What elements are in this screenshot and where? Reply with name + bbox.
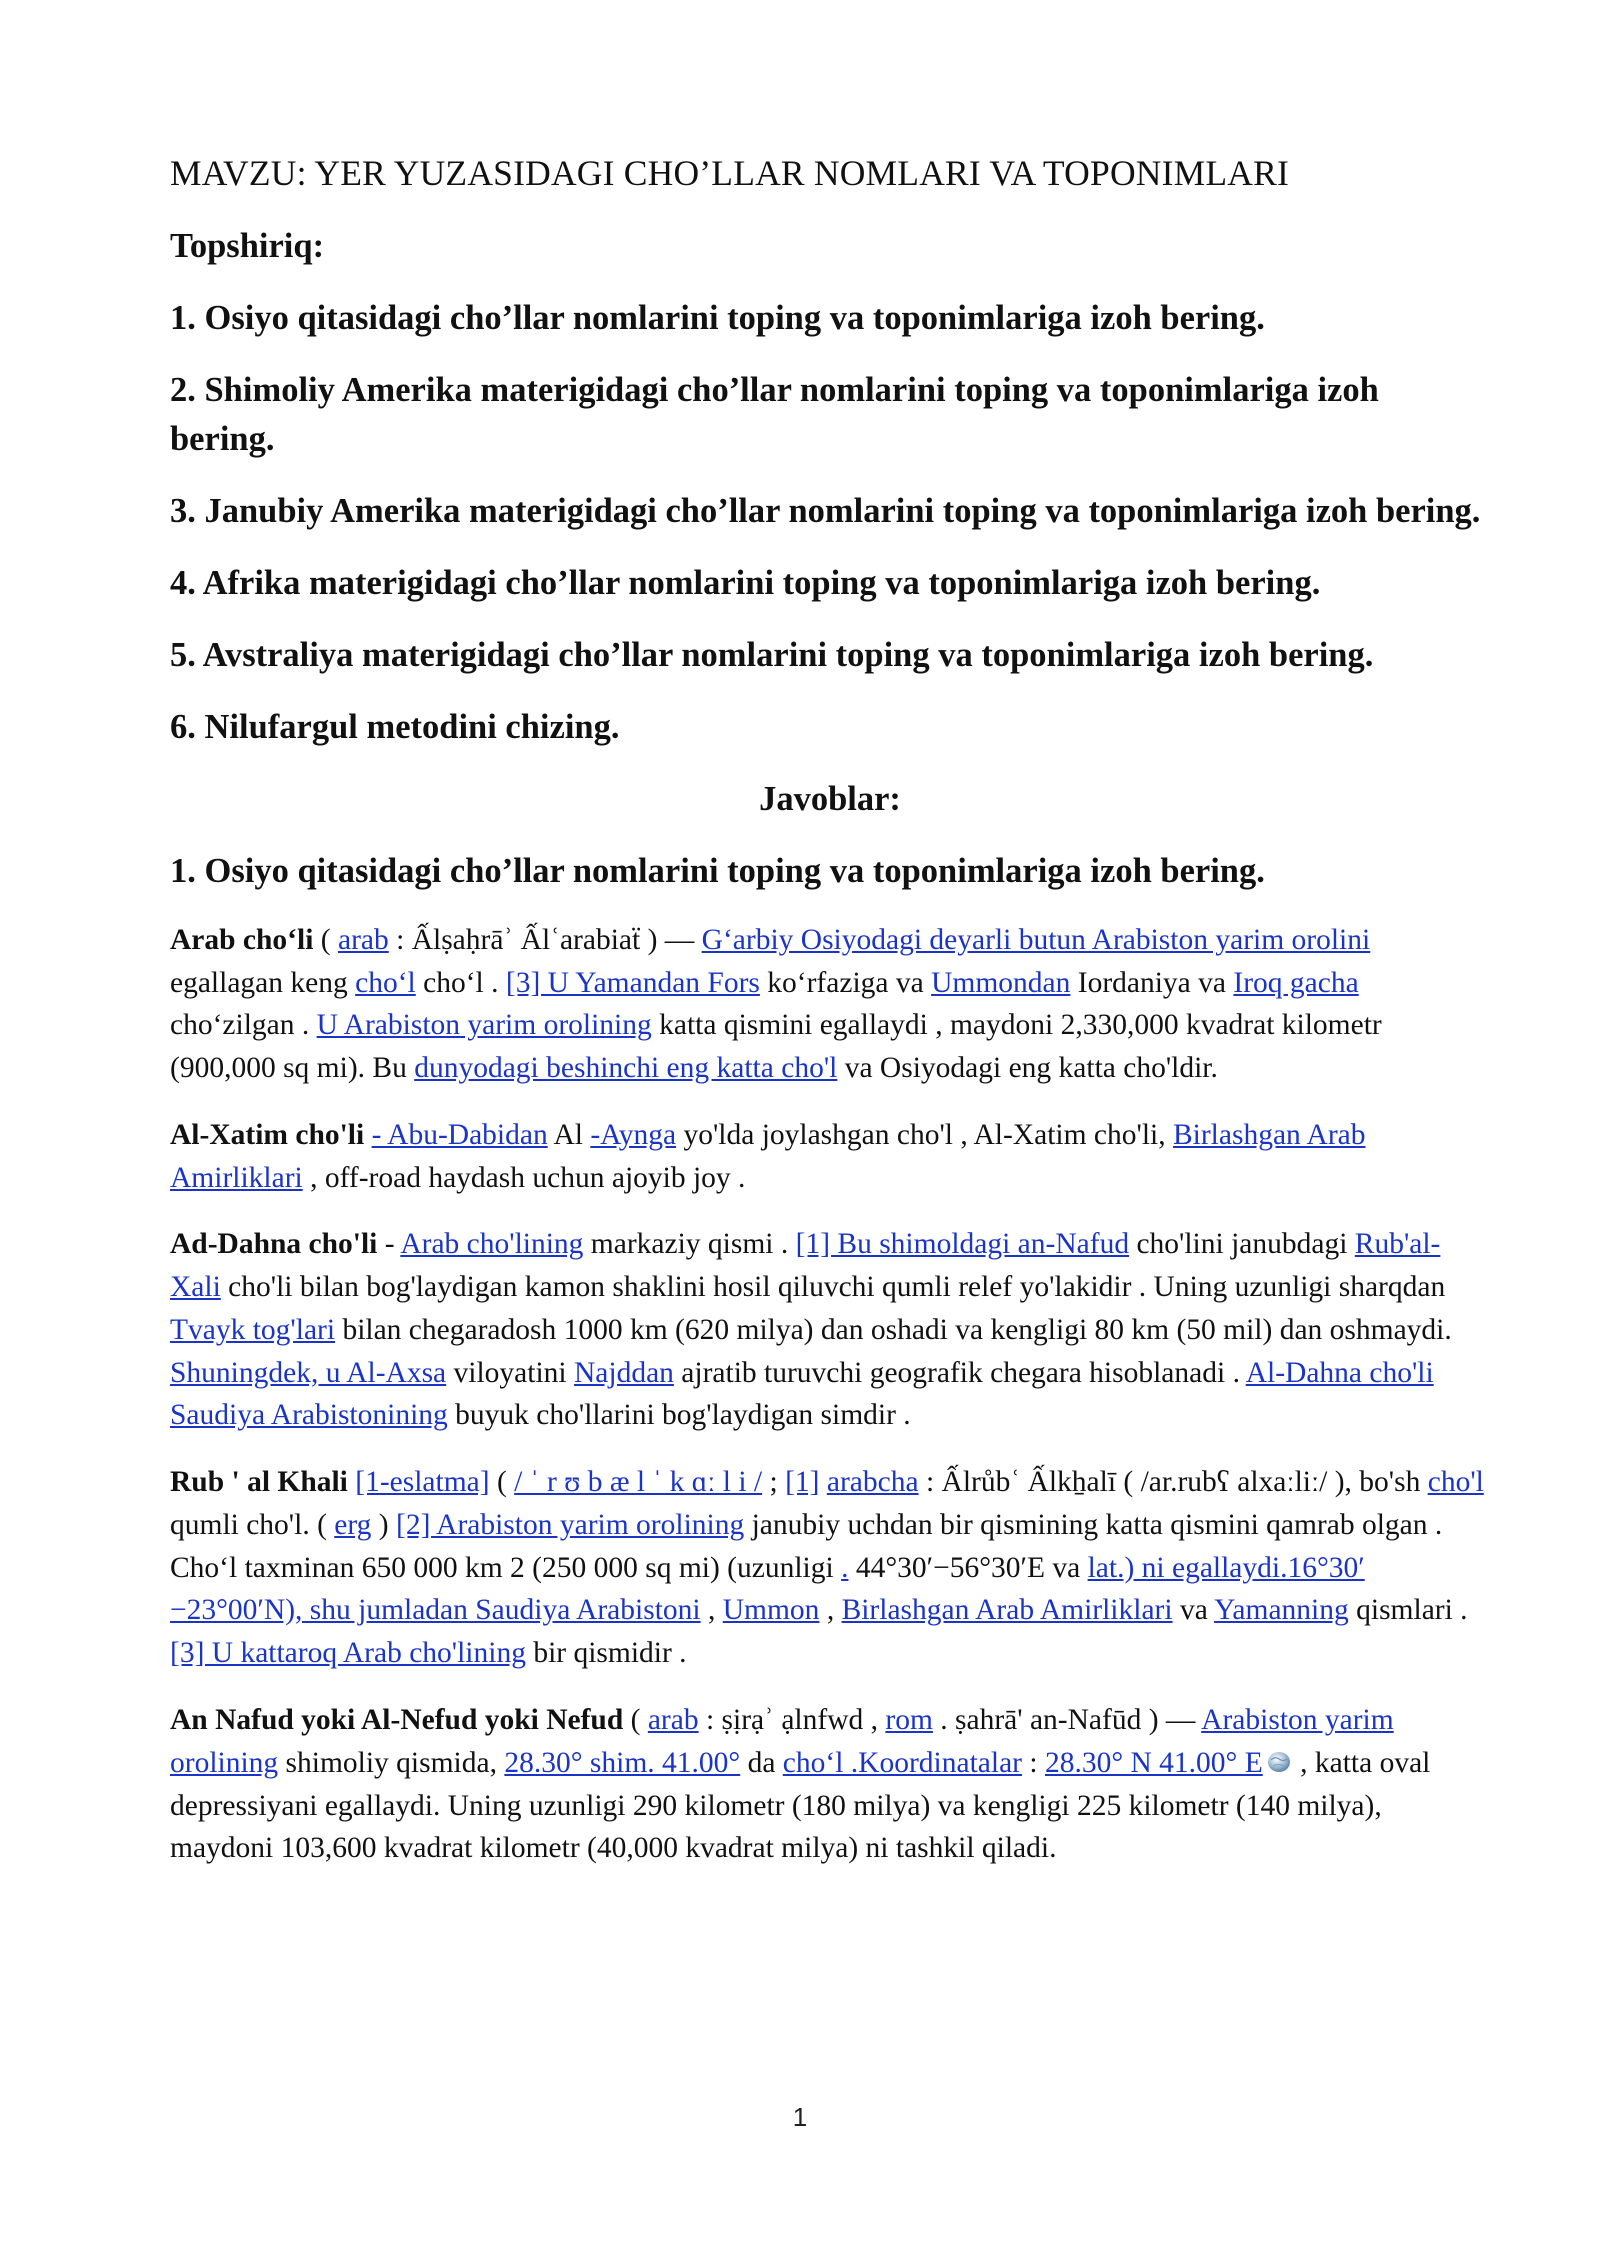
text: buyuk cho'llarini bog'laydigan simdir .	[447, 1399, 911, 1432]
link-arabian-peninsula[interactable]: Arabiston yarim orolining	[170, 1704, 1394, 1779]
task-item: 1. Osiyo qitasidagi cho’llar nomlarini toping va toponimlariga izoh bering.	[170, 298, 1265, 337]
text: da	[740, 1746, 783, 1779]
page-title: MAVZU: YER YUZASIDAGI CHO’LLAR NOMLARI VA TOPONIMLARI	[170, 153, 1290, 193]
link-najd[interactable]: Najddan	[573, 1356, 674, 1389]
term-an-nafud: An Nafud yoki Al-Nefud yoki Nefud	[170, 1704, 624, 1737]
text: : Ấlṣaḥrāʾ Ấlʿarabiaẗ ) —	[388, 923, 702, 956]
text: ,	[819, 1594, 842, 1627]
text: bilan chegaradosh 1000 km (620 milya) dan oshadi va kengligi 80 km (50 mil) dan oshmaydi.	[335, 1313, 1452, 1346]
link-coords-short[interactable]: 28.30° shim. 41.00°	[504, 1746, 741, 1779]
link-rub-al-khali[interactable]: Rub'al-Xali	[170, 1228, 1441, 1304]
link-uae[interactable]: Birlashgan Arab Amirliklari	[841, 1594, 1173, 1627]
link-arab-desert[interactable]: Arab cho'lining	[400, 1228, 584, 1261]
task-item: 6. Nilufargul metodini chizing.	[170, 707, 620, 746]
text: : Ấlrůbʿ Ấlkẖalī ( /ar.rubʕ alxaːliː/ ), bo'sh	[918, 1466, 1428, 1499]
text: ko‘rfaziga va	[759, 966, 932, 999]
term-ad-dahna: Ad-Dahna cho'li	[170, 1228, 378, 1261]
text: markaziy qismi .	[583, 1228, 796, 1261]
link-rom[interactable]: rom	[885, 1704, 933, 1737]
text: ,	[700, 1594, 723, 1627]
term-arab-desert: Arab cho‘li	[170, 923, 314, 956]
link-yemen[interactable]: Yamanning	[1214, 1594, 1349, 1627]
text: -	[377, 1228, 401, 1261]
task-item: 3. Janubiy Amerika materigidagi cho’llar nomlarini toping va toponimlariga izoh bering.	[170, 491, 1481, 530]
link-an-nafud[interactable]: [1] Bu shimoldagi an-Nafud	[795, 1228, 1130, 1261]
link-oman[interactable]: Ummondan	[931, 966, 1071, 999]
link-arab-desert-larger[interactable]: [3] U kattaroq Arab cho'lining	[170, 1637, 526, 1670]
link-coords-full[interactable]: 28.30° N 41.00° E	[1044, 1746, 1263, 1779]
link-al-ahsa[interactable]: Shuningdek, u Al-Axsa	[170, 1356, 447, 1389]
text: egallagan keng	[170, 966, 356, 999]
text: cho‘l .	[415, 966, 506, 999]
link-uae[interactable]: Birlashgan Arab Amirliklari	[170, 1118, 1366, 1194]
text: :	[1021, 1746, 1045, 1779]
term-al-xatim: Al-Xatim cho'li	[170, 1118, 365, 1151]
link-al-ain[interactable]: -Aynga	[590, 1118, 677, 1151]
text: va Osiyodagi eng katta cho'ldir.	[837, 1052, 1218, 1085]
link-fifth-largest[interactable]: dunyodagi beshinchi eng katta cho'l	[414, 1052, 838, 1085]
text: cho‘zilgan .	[170, 1009, 317, 1042]
link-iraq[interactable]: Iroq gacha	[1233, 966, 1359, 999]
text: qismlari .	[1348, 1594, 1468, 1627]
text	[819, 1466, 826, 1498]
task-item: 5. Avstraliya materigidagi cho’llar nomlarini toping va toponimlariga izoh bering.	[170, 635, 1374, 674]
link-desert[interactable]: cho'l	[1427, 1466, 1484, 1499]
link-ipa[interactable]: / ˈ r ʊ b æ l ˈ k ɑː l i /	[514, 1466, 763, 1499]
text: (	[313, 923, 338, 956]
text: janubiy uchdan bir qismining katta qismini qamrab olgan . Cho‘l taxminan 650 000 km 2 (250 000 sq mi) (uzunligi	[170, 1508, 1443, 1584]
text: : ṣịrạʾ ạlnfwd ,	[698, 1704, 886, 1737]
paragraph-arab-desert	[170, 919, 1490, 1090]
paragraph-al-xatim	[170, 1114, 1490, 1200]
text: )	[371, 1508, 396, 1541]
text: qumli cho'l. (	[170, 1508, 335, 1541]
link-tuwaiq[interactable]: Tvayk tog'lari	[170, 1313, 336, 1346]
link-lat-coordinates[interactable]: lat.) ni egallaydi.16°30′−23°00′N), shu jumladan Saudiya Arabistoni	[170, 1551, 1365, 1627]
document-page	[170, 150, 1490, 1894]
paragraph-an-nafud	[170, 1699, 1490, 1870]
term-rub-al-khali: Rub ' al Khali	[170, 1466, 348, 1499]
tasks-heading: Topshiriq:	[170, 226, 325, 265]
answers-heading: Javoblar:	[759, 779, 901, 818]
link-erg[interactable]: erg	[334, 1508, 372, 1541]
text	[364, 1119, 371, 1151]
text: Iordaniya va	[1070, 966, 1234, 999]
text: 44°30′−56°30′E va	[848, 1551, 1088, 1584]
text: cho'li bilan bog'laydigan kamon shaklini hosil qiluvchi qumli relef yo'lakidir . Uning uzunligi sharqdan	[220, 1271, 1446, 1304]
text: (	[623, 1704, 648, 1737]
text: ;	[762, 1466, 786, 1499]
link-abu-dhabi[interactable]: - Abu-Dabidan	[371, 1118, 548, 1151]
text: shimoliy qismida,	[278, 1746, 505, 1779]
paragraph-ad-dahna	[170, 1223, 1490, 1437]
text: cho'lini janubdagi	[1129, 1228, 1355, 1261]
link-arabian-peninsula[interactable]: [2] Arabiston yarim orolining	[396, 1508, 745, 1541]
paragraph-rub-al-khali	[170, 1461, 1490, 1675]
link-dot[interactable]: .	[841, 1551, 849, 1584]
text: (	[489, 1466, 515, 1499]
link-note-1[interactable]: [1-eslatma]	[355, 1466, 490, 1499]
text: , off-road haydash uchun ajoyib joy .	[302, 1161, 746, 1194]
text: yo'lda joylashgan cho'l , Al-Xatim cho'li,	[676, 1118, 1173, 1151]
globe-icon[interactable]	[1265, 1744, 1293, 1768]
link-yemen-persian[interactable]: [3] U Yamandan Fors	[505, 966, 760, 999]
link-ref-1[interactable]: [1]	[785, 1466, 820, 1499]
link-coordinates-label[interactable]: cho‘l .Koordinatalar	[782, 1746, 1022, 1779]
text: ajratib turuvchi geografik chegara hisoblanadi .	[673, 1356, 1246, 1389]
text: va	[1172, 1594, 1215, 1627]
text: bir qismidir .	[525, 1637, 687, 1670]
link-arab[interactable]: arab	[337, 923, 389, 956]
text: Al	[547, 1118, 591, 1151]
link-oman[interactable]: Ummon	[722, 1594, 820, 1627]
text: , katta oval depressiyani egallaydi. Uning uzunligi 290 kilometr (180 milya) va kengligi 225 kilometr (140 milya), maydoni 103,600 kvadrat kilometr (40,000 kvadrat milya) ni tashkil qiladi.	[170, 1746, 1431, 1865]
text: . ṣahrā' an-Nafūd ) —	[932, 1704, 1202, 1737]
text: viloyatini	[446, 1356, 574, 1389]
link-arab[interactable]: arab	[647, 1704, 699, 1737]
link-desert[interactable]: cho‘l	[355, 966, 416, 999]
link-arabic[interactable]: arabcha	[826, 1466, 919, 1499]
link-saudi-arabia[interactable]: Al-Dahna cho'li Saudiya Arabistonining	[170, 1356, 1434, 1432]
link-arabian-peninsula[interactable]: U Arabiston yarim orolining	[316, 1009, 652, 1042]
page-number: 1	[792, 2102, 808, 2132]
link-west-asia[interactable]: G‘arbiy Osiyodagi deyarli butun Arabiston yarim orolini	[701, 923, 1371, 956]
answer-1-heading: 1. Osiyo qitasidagi cho’llar nomlarini toping va toponimlariga izoh bering.	[170, 851, 1265, 890]
task-item: 2. Shimoliy Amerika materigidagi cho’llar nomlarini toping va toponimlariga izoh bering.	[170, 370, 1379, 458]
task-item: 4. Afrika materigidagi cho’llar nomlarini toping va toponimlariga izoh bering.	[170, 563, 1321, 602]
text: katta qismini egallaydi , maydoni 2,330,000 kvadrat kilometr (900,000 sq mi). Bu	[170, 1009, 1382, 1085]
